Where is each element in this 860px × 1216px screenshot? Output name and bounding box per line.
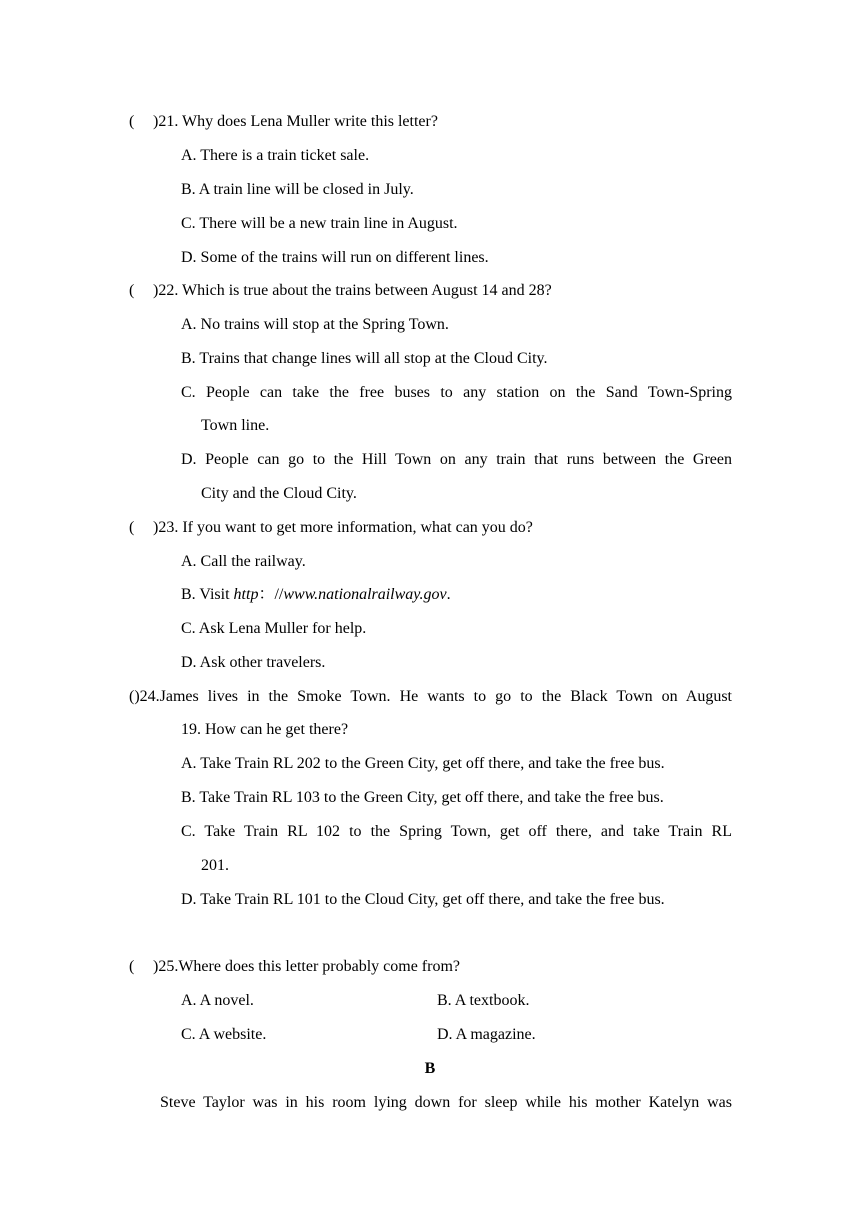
option-c-continued: 201.	[201, 857, 229, 874]
option-b-end: .	[446, 586, 451, 603]
question-22	[129, 281, 552, 301]
question-text: )23. If you want to get more information, what can you do?	[153, 519, 533, 536]
section-heading: B	[424, 1060, 436, 1077]
option-d: D. Take Train RL 101 to the Cloud City, get off there, and take the free bus.	[181, 891, 665, 908]
passage-paragraph: Steve Taylor was in his room lying down for sleep while his mother Katelyn was	[160, 1094, 732, 1111]
option-d-continued: City and the Cloud City.	[201, 485, 357, 502]
url-protocol: http	[233, 586, 259, 603]
option-c: C. Ask Lena Muller for help.	[181, 620, 367, 637]
option-b-prefix: B. Visit	[181, 586, 234, 603]
option-a: A. A novel.	[181, 992, 254, 1009]
option-b	[181, 585, 451, 605]
question-24	[129, 687, 732, 707]
question-text: )24.James lives in the Smoke Town. He wants to go to the Black Town on August	[134, 688, 732, 705]
option-a: A. Take Train RL 202 to the Green City, get off there, and take the free bus.	[181, 755, 665, 772]
option-d: D. A magazine.	[437, 1026, 536, 1043]
option-b: B. A textbook.	[437, 992, 530, 1009]
answer-blank: (	[129, 113, 135, 130]
option-c-continued: Town line.	[201, 417, 270, 434]
question-23	[129, 518, 533, 538]
option-b: B. A train line will be closed in July.	[181, 181, 414, 198]
option-a: A. No trains will stop at the Spring Town.	[181, 316, 449, 333]
url-domain: www.nationalrailway.gov	[283, 586, 447, 603]
option-b: B. Trains that change lines will all stop at the Cloud City.	[181, 350, 548, 367]
question-25	[129, 957, 460, 977]
question-text: )21. Why does Lena Muller write this letter?	[153, 113, 438, 130]
option-c: C. A website.	[181, 1026, 267, 1043]
option-d: D. Ask other travelers.	[181, 654, 326, 671]
question-text: )25.Where does this letter probably come from?	[153, 958, 460, 975]
option-b: B. Take Train RL 103 to the Green City, get off there, and take the free bus.	[181, 789, 664, 806]
question-24-continued: 19. How can he get there?	[181, 721, 349, 738]
question-text: )22. Which is true about the trains between August 14 and 28?	[153, 282, 552, 299]
option-d: D. Some of the trains will run on different lines.	[181, 249, 489, 266]
option-a: A. Call the railway.	[181, 553, 306, 570]
question-21	[129, 112, 438, 132]
url-separator: ：//	[258, 586, 284, 603]
answer-blank: (	[129, 519, 135, 536]
answer-blank: (	[129, 958, 135, 975]
option-a: A. There is a train ticket sale.	[181, 147, 370, 164]
option-d: D. People can go to the Hill Town on any train that runs between the Green	[181, 451, 732, 468]
answer-blank: (	[129, 282, 135, 299]
option-c: C. There will be a new train line in August.	[181, 215, 458, 232]
answer-blank: (	[129, 688, 135, 705]
option-c: C. Take Train RL 102 to the Spring Town, get off there, and take Train RL	[181, 823, 732, 840]
option-c: C. People can take the free buses to any station on the Sand Town-Spring	[181, 384, 732, 401]
